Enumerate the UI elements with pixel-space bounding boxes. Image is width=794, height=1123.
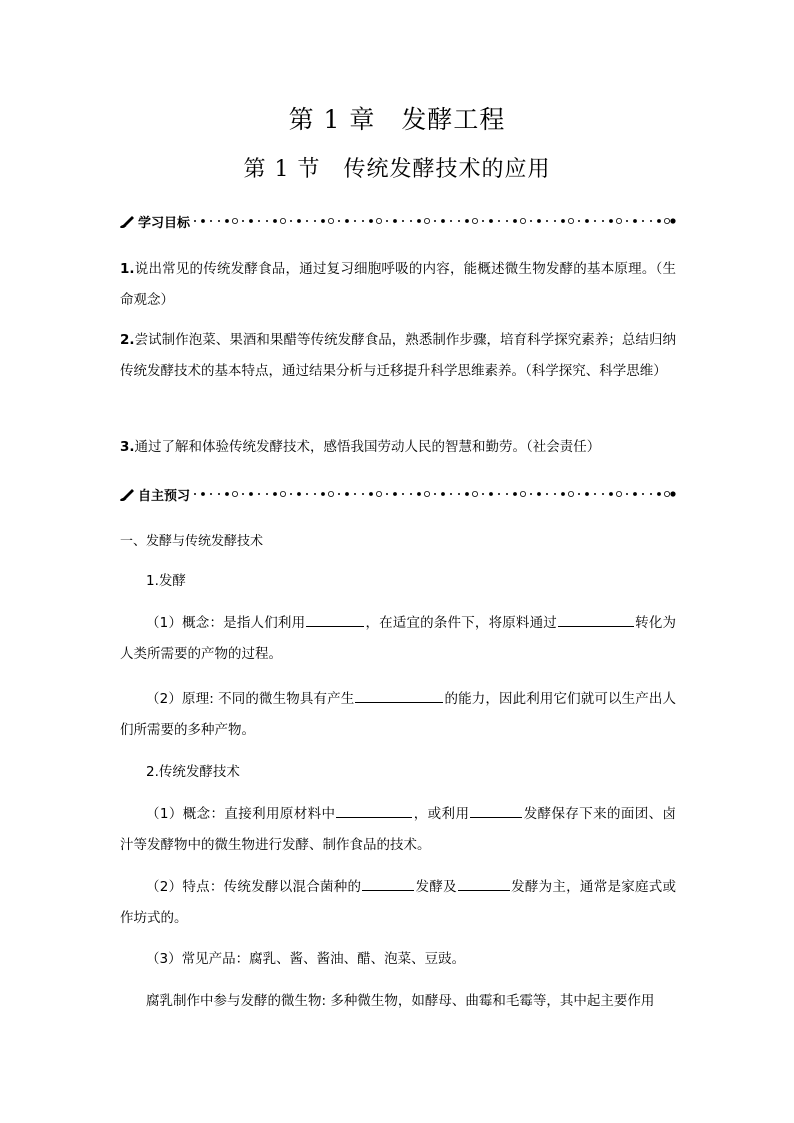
fill-blank[interactable] <box>470 805 522 818</box>
subheading-fermentation: 1.发酵 <box>146 573 186 589</box>
chapter-title: 第 1 章 发酵工程 <box>288 105 506 134</box>
pen-icon <box>120 214 136 228</box>
preview-label: 自主预习 <box>138 488 191 504</box>
objectives-banner <box>120 211 676 231</box>
pen-icon <box>120 487 136 501</box>
objective-2: 2.尝试制作泡菜、果酒和果醋等传统发酵食品，熟悉制作步骤，培育科学探究素养；总结归纳传统发酵技术的基本特点，通过结果分析与迁移提升科学思维素养。（科学探究、科学思维） <box>120 332 676 379</box>
subheading-traditional: 2.传统发酵技术 <box>146 764 240 780</box>
objective-3: 3.通过了解和体验传统发酵技术，感悟我国劳动人民的智慧和勤劳。（社会责任） <box>120 439 601 455</box>
traditional-concept: （1）概念：直接利用原材料中 ，或利用 发酵保存下来的面团、卤汁等发酵物中的微生物进行发酵、制作食品的技术。 <box>120 806 677 853</box>
section-heading: 一、发酵与传统发酵技术 <box>120 534 264 549</box>
fill-blank[interactable] <box>355 690 443 703</box>
fill-blank[interactable] <box>458 878 510 891</box>
fill-blank[interactable] <box>336 805 412 818</box>
traditional-features: （2）特点：传统发酵以混合菌种的 发酵及 发酵为主，通常是家庭式或作坊式的。 <box>120 879 677 926</box>
fermentation-principle: （2）原理: 不同的微生物具有产生 的能力，因此利用它们就可以生产出人们所需要的多种产物。 <box>120 691 676 738</box>
objective-1: 1.说出常见的传统发酵食品，通过复习细胞呼吸的内容，能概述微生物发酵的基本原理。（生命观念） <box>120 261 676 308</box>
fermentation-concept: （1）概念：是指人们利用 ，在适宜的条件下，将原料通过 转化为人类所需要的产物的过程。 <box>120 615 677 662</box>
furu-microbes: 腐乳制作中参与发酵的微生物: 多种微生物，如酵母、曲霉和毛霉等，其中起主要作用 <box>146 993 655 1009</box>
section-title: 第 1 节 传统发酵技术的应用 <box>243 157 551 182</box>
fill-blank[interactable] <box>558 614 634 627</box>
fill-blank[interactable] <box>362 878 414 891</box>
objectives-label: 学习目标 <box>138 215 191 231</box>
traditional-products: （3）常见产品：腐乳、酱、酱油、醋、泡菜、豆豉。 <box>146 951 466 967</box>
fill-blank[interactable] <box>306 614 364 627</box>
preview-banner <box>120 484 676 504</box>
dotted-divider <box>192 488 676 500</box>
dotted-divider <box>192 215 676 227</box>
